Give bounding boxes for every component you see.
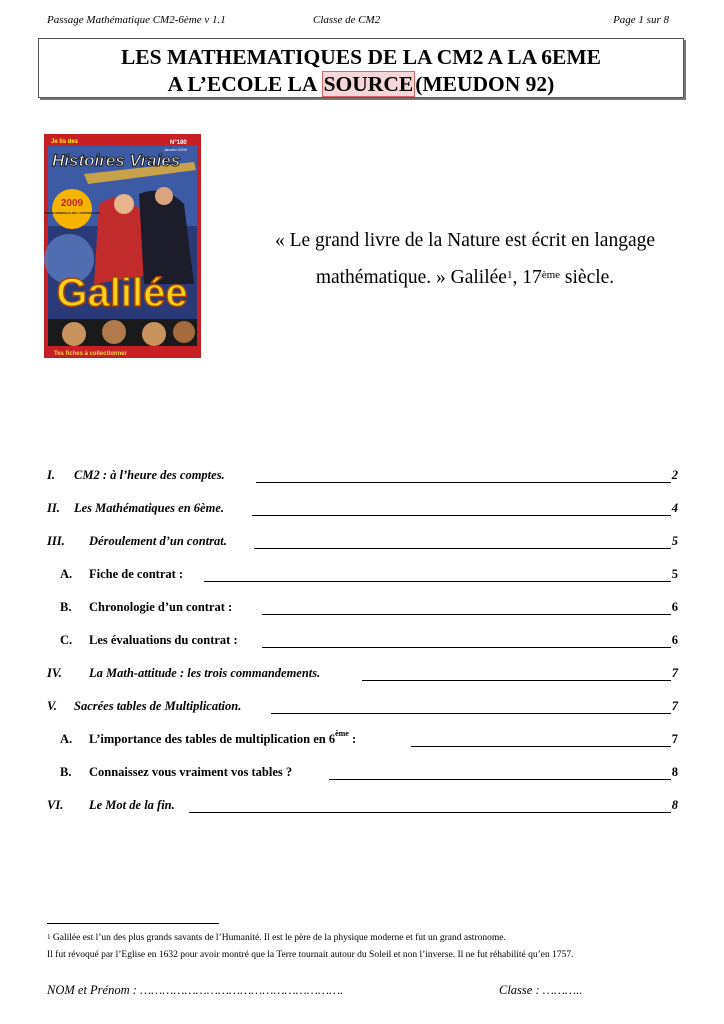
toc-title-text: L’importance des tables de multiplication en 6 [89,732,336,746]
class-field-label: Classe : ……….. [499,983,583,997]
quote-text: mathématique. » Galilée [315,267,507,288]
toc-title: Le Mot de la fin. [89,798,175,812]
quote-line-1: « Le grand livre de la Nature est écrit en langage [274,230,656,251]
name-field-label: NOM et Prénom : ………………………………………………. [47,983,344,997]
footnote-line-2: Il fut révoqué par l’Eglise en 1632 pour avoir montré que la Terre tournait autour du Soleil et non l’inverse. Il ne fut réhabilité qu’en 1757. [47,950,574,960]
toc-page: 6 [671,633,678,647]
toc-title: Déroulement d’un contrat. [89,534,227,548]
cover-bottom-text: Tes fiches à collectionner [54,351,127,357]
toc-title: Connaissez vous vraiment vos tables ? [89,765,293,779]
toc-number: III. [47,534,65,548]
toc-number: II. [47,501,60,515]
toc-entry[interactable] [47,786,681,819]
footnote-text-1: Galilée est l’un des plus grands savants de l’Humanité. Il est le père de la physique moderne et fut un grand astronome. [50,933,506,943]
header-page-number: Page 1 sur 8 [613,14,669,26]
cover-prefix: Je lis des [51,139,79,145]
toc-entry[interactable] [47,621,681,654]
title-line-2-start: A L’ECOLE LA [167,72,322,96]
quote-century-suffix: ème [541,269,561,281]
toc-entry[interactable] [47,654,681,687]
quote-century: , 17 [512,267,542,288]
header-document-version: Passage Mathématique CM2-6ème v 1.1 [47,14,226,26]
title-line-2 [39,71,683,98]
toc-number: B. [60,600,72,614]
toc-number: V. [47,699,57,713]
toc-entry[interactable] [47,555,681,588]
footnote-marker: 1 [47,933,51,941]
cover-issue: N°180 [170,140,187,146]
toc-page: 7 [671,732,678,746]
toc-title: Chronologie d’un contrat : [89,600,233,614]
toc-entry[interactable] [47,588,681,621]
toc-leader [362,680,671,681]
toc-leader [189,812,671,813]
toc-entry[interactable] [47,753,681,786]
toc-leader [271,713,671,714]
toc-entry[interactable] [47,522,681,555]
cover-magazine-title: Histoires Vraies [52,151,181,170]
cover-badge-text: ANNÉE MONDIALE DE L'ASTRONOMIE [44,211,101,215]
toc-title: CM2 : à l’heure des comptes. [74,468,225,482]
title-line-2-end: (MEUDON 92) [415,72,555,96]
page-footer [47,983,687,998]
toc-page: 8 [671,765,678,779]
quote-end: siècle. [560,267,615,288]
footnote-reference: 1 [506,269,513,281]
toc-number: A. [60,732,73,746]
table-of-contents [47,456,681,819]
toc-entry[interactable] [47,687,681,720]
toc-page: 7 [671,699,678,713]
toc-entry[interactable] [47,720,681,753]
toc-title: Fiche de contrat : [89,567,184,581]
toc-title [89,729,357,747]
toc-page: 6 [671,600,678,614]
toc-title-superscript: ème [335,729,349,738]
toc-number: I. [47,468,55,482]
toc-number: A. [60,567,73,581]
toc-leader [252,515,671,516]
toc-entry[interactable] [47,456,681,489]
toc-number: C. [60,633,73,647]
toc-leader [411,746,671,747]
footnote-line-1 [47,930,687,947]
toc-page: 2 [671,468,678,482]
title-line-1: LES MATHEMATIQUES DE LA CM2 A LA 6EME [120,45,602,69]
toc-number: VI. [47,798,64,812]
magazine-cover-image [44,134,201,358]
toc-leader [254,548,671,549]
toc-page: 7 [671,666,678,680]
cover-subject: Galilée [56,271,188,315]
toc-title: La Math-attitude : les trois commandements. [89,666,321,680]
toc-page: 5 [671,567,678,581]
galileo-quote [220,222,710,296]
page-header [47,14,669,30]
cover-issue-date: Janvier 2009 [164,147,187,152]
toc-leader [204,581,671,582]
quote-line-2 [220,259,710,296]
toc-leader [256,482,671,483]
toc-title-colon: : [348,732,357,746]
toc-entry[interactable] [47,489,681,522]
toc-number: IV. [47,666,62,680]
toc-title: Les évaluations du contrat : [89,633,238,647]
document-title [38,38,684,98]
footnote [47,930,687,964]
header-class: Classe de CM2 [313,14,381,26]
toc-page: 8 [671,798,678,812]
toc-leader [262,614,671,615]
cover-badge-year: 2009 [60,198,84,209]
toc-page: 4 [671,501,678,515]
footnote-separator [47,923,219,924]
toc-title: Les Mathématiques en 6ème. [74,501,224,515]
highlighted-word: SOURCE [323,72,414,96]
toc-title: Sacrées tables de Multiplication. [74,699,242,713]
toc-number: B. [60,765,72,779]
toc-leader [262,647,671,648]
toc-page: 5 [671,534,678,548]
toc-leader [329,779,671,780]
